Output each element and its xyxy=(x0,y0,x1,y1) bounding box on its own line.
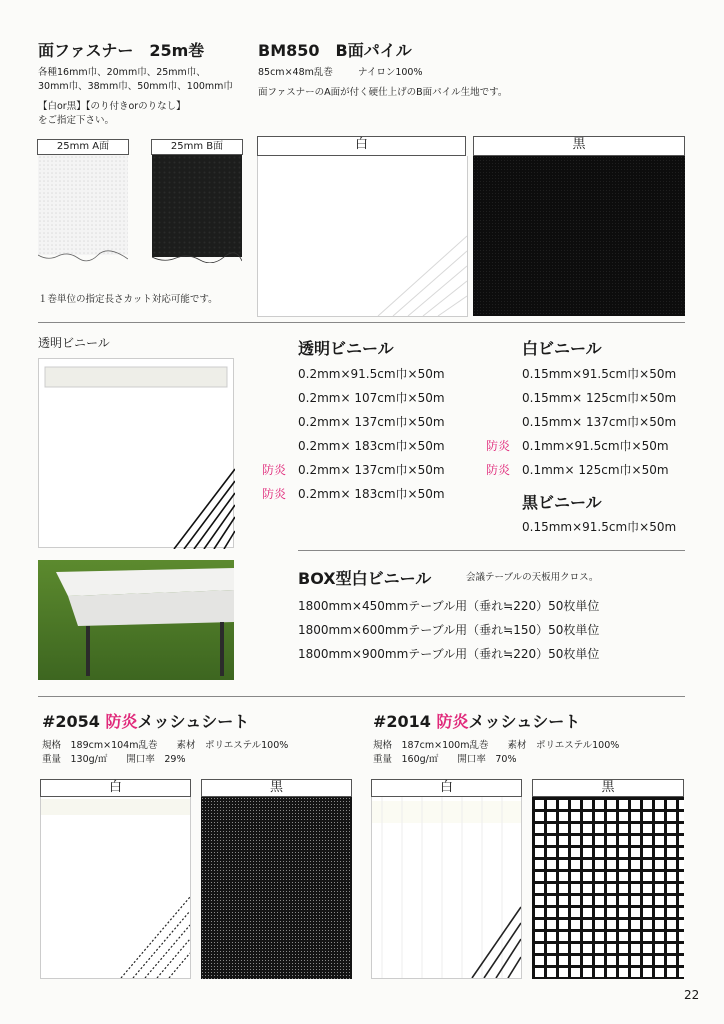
mesh2054-spec-1: 規格 189cm×104m乱巻 素材 ポリエステル100% xyxy=(42,740,289,751)
divider-3 xyxy=(38,696,685,697)
vinyl-clear-image xyxy=(38,358,234,548)
white-vinyl-item: 0.1mm×91.5cm巾×50m xyxy=(522,439,669,453)
mesh2054-spec-2: 重量 130g/㎡ 開口率 29% xyxy=(42,754,186,765)
pile-spec-size: 85cm×48m乱巻 xyxy=(258,67,333,78)
clear-vinyl-title: 透明ビニール xyxy=(298,339,394,358)
mesh2014-white-image xyxy=(371,797,522,979)
clear-vinyl-item: 0.2mm× 137cm巾×50m xyxy=(298,415,445,429)
clear-vinyl-item: 0.2mm×91.5cm巾×50m xyxy=(298,367,445,381)
pile-desc: 面ファスナーのA面が付く硬仕上げのB面パイル生地です。 xyxy=(258,87,508,98)
white-vinyl-item: 0.1mm× 125cm巾×50m xyxy=(522,463,669,477)
fastener-title: 面ファスナー 25m巻 xyxy=(38,41,205,60)
divider-1 xyxy=(38,322,685,323)
pile-white-label: 白 xyxy=(257,136,466,156)
flame-retardant-badge: 防炎 xyxy=(486,439,511,453)
white-vinyl-title: 白ビニール xyxy=(522,339,602,358)
fastener-swatch-b-image xyxy=(152,155,242,263)
box-vinyl-title: BOX型白ビニール xyxy=(298,569,432,588)
clear-vinyl-item: 0.2mm× 183cm巾×50m xyxy=(298,487,445,501)
vinyl-photo-label: 透明ビニール xyxy=(38,336,110,350)
mesh2054-number: #2054 xyxy=(42,712,100,731)
fastener-swatch-a-image xyxy=(38,155,128,263)
flame-retardant-badge: 防炎 xyxy=(262,463,287,477)
mesh2014-flag: 防炎 xyxy=(436,712,469,731)
black-vinyl-item: 0.15mm×91.5cm巾×50m xyxy=(522,520,677,534)
mesh2014-spec-2: 重量 160g/㎡ 開口率 70% xyxy=(373,754,517,765)
box-vinyl-item: 1800mm×450mmテーブル用（垂れ≒220）50枚単位 xyxy=(298,599,600,613)
clear-vinyl-item: 0.2mm× 137cm巾×50m xyxy=(298,463,445,477)
white-vinyl-item: 0.15mm× 137cm巾×50m xyxy=(522,415,677,429)
fastener-note: １巻単位の指定長さカット対応可能です。 xyxy=(38,294,218,305)
fastener-desc-line-1: 各種16mm巾、20mm巾、25mm巾、 xyxy=(38,67,206,78)
mesh2014-name: メッシュシート xyxy=(468,712,581,731)
white-vinyl-item: 0.15mm× 125cm巾×50m xyxy=(522,391,677,405)
divider-2 xyxy=(298,550,685,551)
mesh2014-title xyxy=(373,709,580,732)
mesh2014-number: #2014 xyxy=(373,712,431,731)
fastener-option-line-2: をご指定下さい。 xyxy=(38,115,115,126)
page-number: 22 xyxy=(684,988,700,1002)
mesh2054-title xyxy=(42,709,249,732)
mesh2014-white-label: 白 xyxy=(371,779,522,797)
mesh2054-flag: 防炎 xyxy=(105,712,138,731)
black-vinyl-title: 黒ビニール xyxy=(522,493,602,512)
pile-white-image xyxy=(257,156,468,317)
box-vinyl-item: 1800mm×600mmテーブル用（垂れ≒150）50枚単位 xyxy=(298,623,600,637)
mesh2054-white-image xyxy=(40,797,191,979)
flame-retardant-badge: 防炎 xyxy=(486,463,511,477)
mesh2054-name: メッシュシート xyxy=(137,712,250,731)
pile-title: BM850 B面パイル xyxy=(258,41,412,60)
box-vinyl-subtitle: 会議テーブルの天板用クロス。 xyxy=(466,572,599,583)
mesh2054-black-image xyxy=(201,797,352,979)
box-vinyl-item: 1800mm×900mmテーブル用（垂れ≒220）50枚単位 xyxy=(298,647,600,661)
white-vinyl-item: 0.15mm×91.5cm巾×50m xyxy=(522,367,677,381)
mesh2014-spec-1: 規格 187cm×100m乱巻 素材 ポリエステル100% xyxy=(373,740,620,751)
flame-retardant-badge: 防炎 xyxy=(262,487,287,501)
fastener-swatch-a-label: 25mm A面 xyxy=(37,139,129,155)
fastener-swatch-b-label: 25mm B面 xyxy=(151,139,243,155)
mesh2014-black-image xyxy=(532,797,684,979)
mesh2014-black-label: 黒 xyxy=(532,779,684,797)
clear-vinyl-item: 0.2mm× 107cm巾×50m xyxy=(298,391,445,405)
fastener-option-line-1: 【白or黒】【のり付きorのりなし】 xyxy=(38,101,186,112)
pile-spec-material: ナイロン100% xyxy=(358,67,423,78)
fastener-desc-line-2: 30mm巾、38mm巾、50mm巾、100mm巾 xyxy=(38,81,233,92)
pile-black-label: 黒 xyxy=(473,136,685,156)
mesh2054-white-label: 白 xyxy=(40,779,191,797)
clear-vinyl-item: 0.2mm× 183cm巾×50m xyxy=(298,439,445,453)
mesh2054-black-label: 黒 xyxy=(201,779,352,797)
pile-black-image xyxy=(473,156,685,316)
box-vinyl-photo xyxy=(38,560,234,680)
